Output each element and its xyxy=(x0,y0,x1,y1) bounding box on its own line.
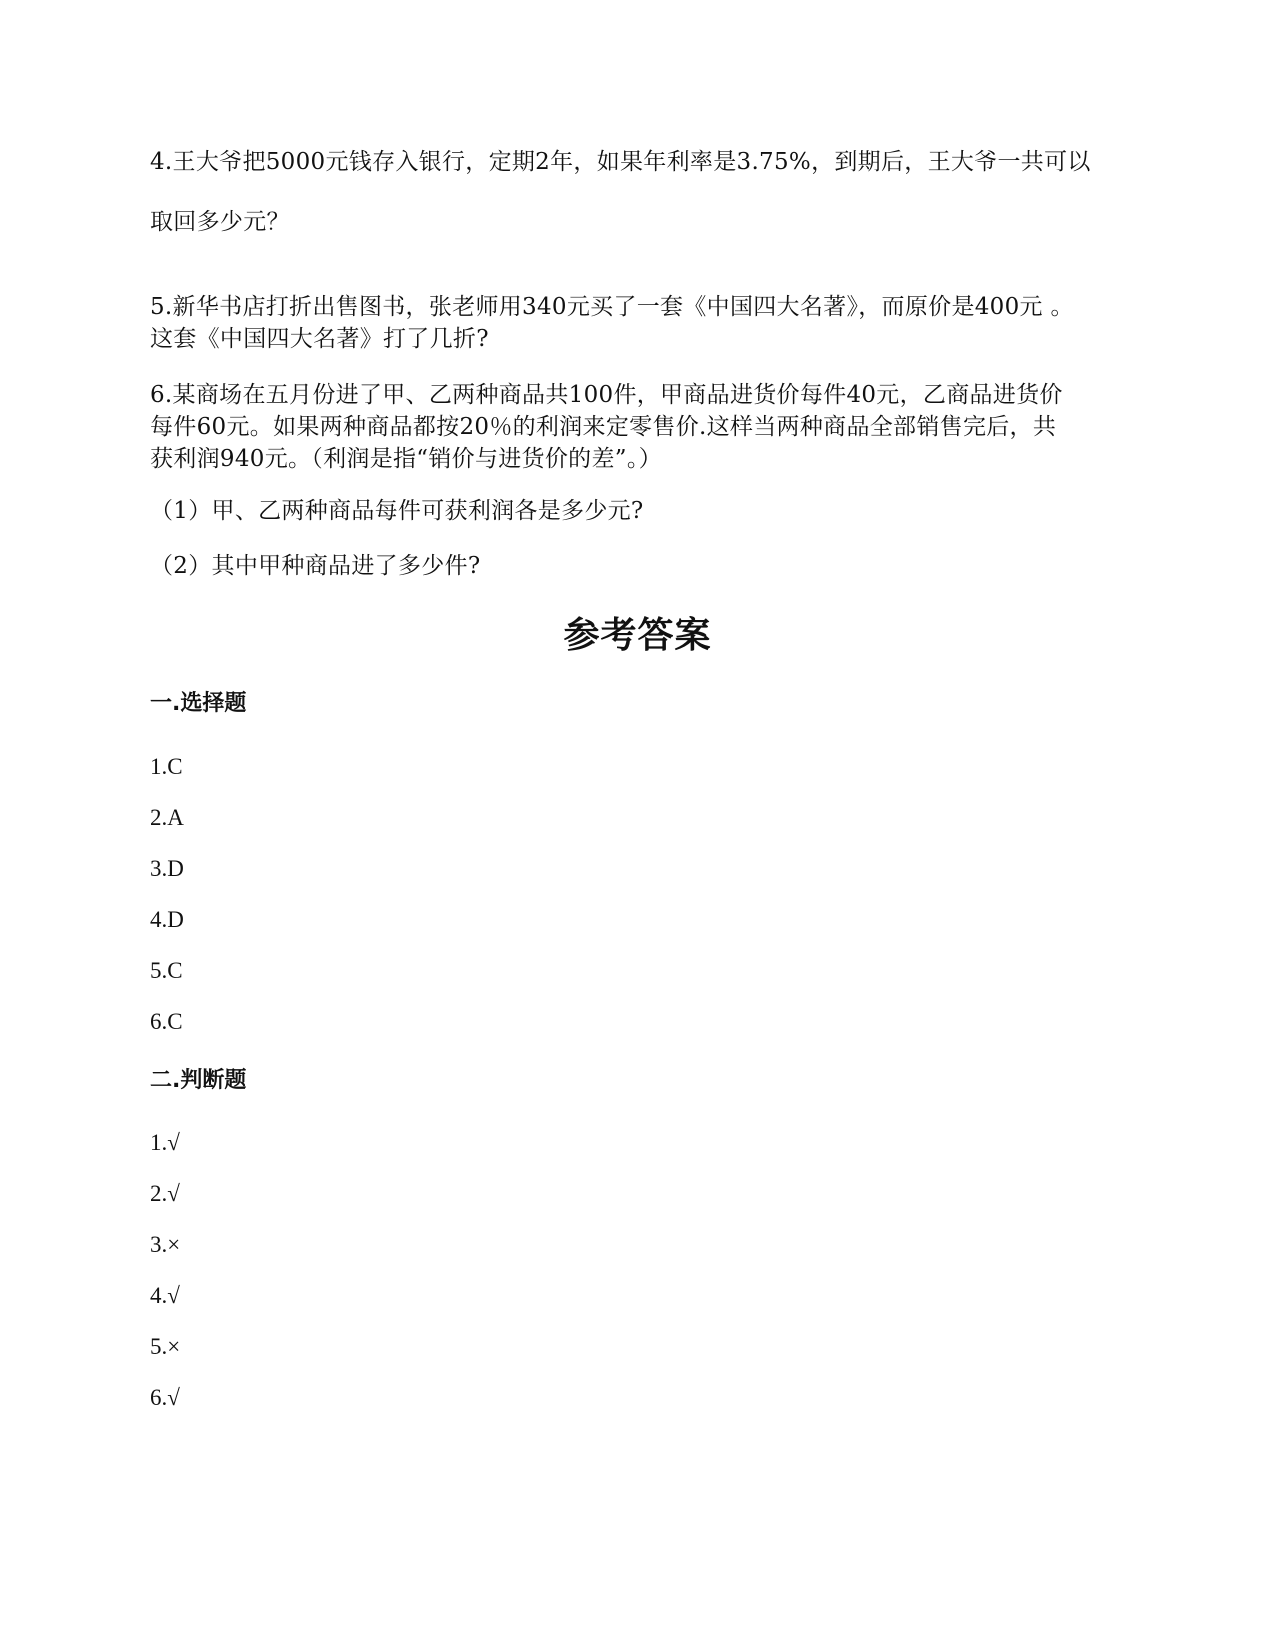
question-4-line-1: 4.王大爷把5000元钱存入银行，定期2年，如果年利率是3.75%，到期后，王大爷一共可以 xyxy=(150,149,1091,175)
section-2-heading: 二.判断题 xyxy=(150,1068,247,1093)
judgment-answer-3: 3.× xyxy=(150,1232,181,1257)
choice-answer-3: 3.D xyxy=(150,856,184,881)
judgment-answer-5: 5.× xyxy=(150,1334,181,1359)
choice-answer-2: 2.A xyxy=(150,805,184,830)
question-6-line-2: 每件60元。如果两种商品都按20％的利润来定零售价.这样当两种商品全部销售完后，共 xyxy=(150,414,1057,440)
question-5-line-1: 5.新华书店打折出售图书，张老师用340元买了一套《中国四大名著》，而原价是400元 。 xyxy=(150,294,1074,320)
judgment-answer-1: 1.√ xyxy=(150,1130,180,1155)
choice-answer-6: 6.C xyxy=(150,1009,183,1034)
choice-answer-1: 1.C xyxy=(150,754,183,779)
question-6-line-3: 获利润940元。（利润是指“销价与进货价的差”。） xyxy=(150,446,662,472)
question-6-sub-1: （1）甲、乙两种商品每件可获利润各是多少元? xyxy=(150,498,644,524)
answers-title: 参考答案 xyxy=(563,615,712,656)
choice-answer-4: 4.D xyxy=(150,907,184,932)
judgment-answer-2: 2.√ xyxy=(150,1181,180,1206)
section-1-heading: 一.选择题 xyxy=(150,691,247,716)
question-6-line-1: 6.某商场在五月份进了甲、乙两种商品共100件，甲商品进货价每件40元，乙商品进货价 xyxy=(150,382,1063,408)
question-4-line-2: 取回多少元？ xyxy=(150,209,290,235)
question-6-sub-2: （2）其中甲种商品进了多少件? xyxy=(150,553,481,579)
judgment-answer-6: 6.√ xyxy=(150,1385,180,1410)
judgment-answer-4: 4.√ xyxy=(150,1283,180,1308)
question-5-line-2: 这套《中国四大名著》打了几折? xyxy=(150,326,489,352)
choice-answer-5: 5.C xyxy=(150,958,183,983)
